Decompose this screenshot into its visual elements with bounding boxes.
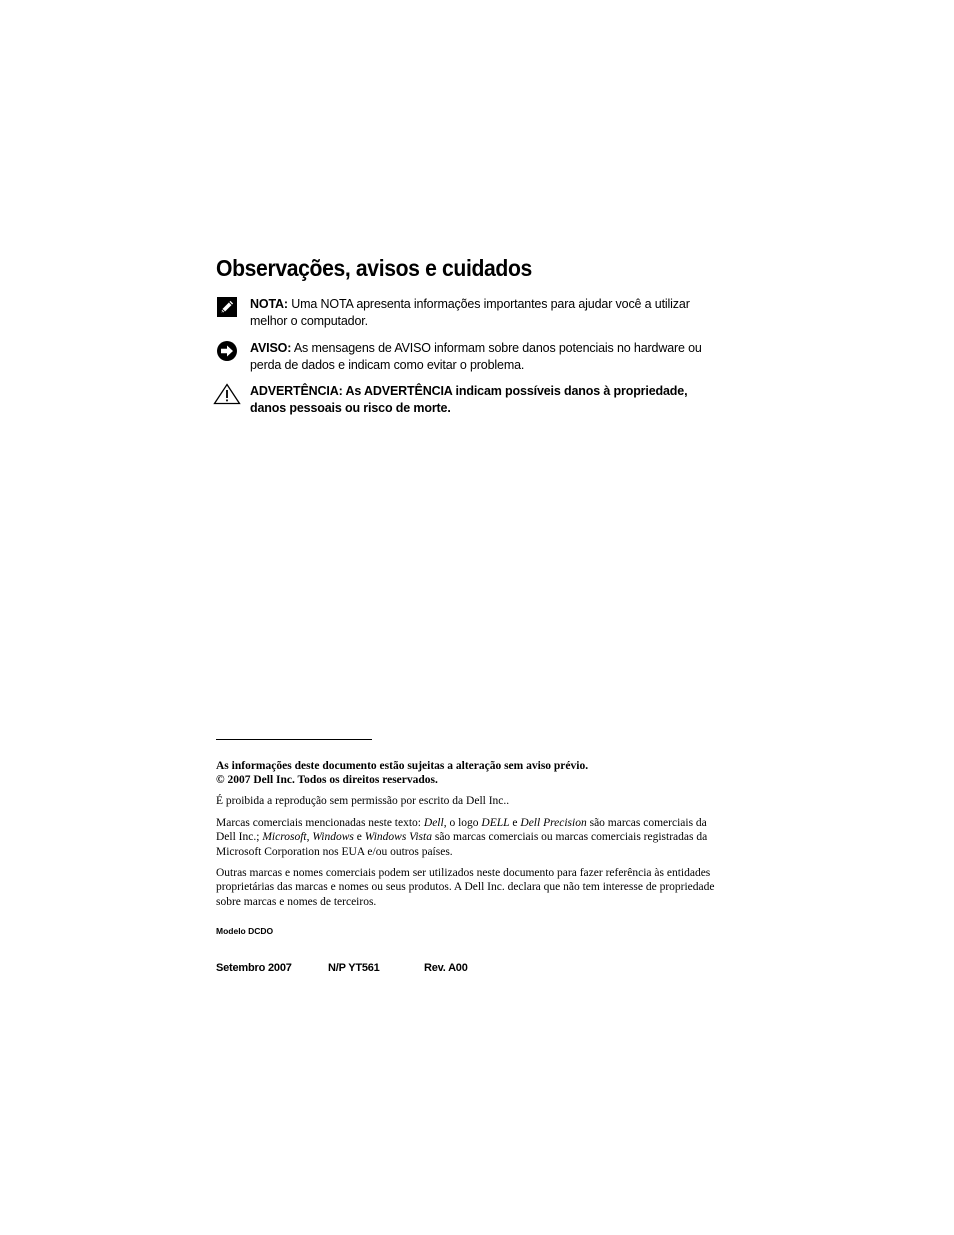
aviso-body: As mensagens de AVISO informam sobre danos potenciais no hardware ou perda de dados e indicam como evitar o problema.: [250, 341, 702, 372]
note-text: [250, 296, 716, 330]
trademark-dell: Dell: [423, 817, 444, 829]
model-number: Modelo DCDO: [216, 926, 274, 936]
footer-revision: Rev. A00: [424, 962, 468, 974]
pencil-note-icon: [216, 296, 240, 320]
trademark-microsoft: Microsoft: [262, 831, 307, 844]
other-trademarks-notice: Outras marcas e nomes comerciais podem ser utilizados neste documento para fazer referência às entidades proprietárias das marcas e nomes ou seus produtos. A Dell Inc. declara que não tem interesse de propriedade sobre marcas e nomes de terceiros.: [216, 867, 715, 908]
warning-notice: [216, 383, 716, 417]
reproduction-notice: É proibida a reprodução sem permissão por escrito da Dell Inc..: [216, 795, 510, 807]
warning-body: As ADVERTÊNCIA indicam possíveis danos à propriedade, danos pessoais ou risco de morte.: [250, 384, 688, 415]
warning-triangle-icon: [216, 383, 240, 407]
arrow-circle-icon: [216, 340, 240, 364]
footer-date: Setembro 2007: [216, 962, 292, 974]
trademark-dell-precision: Dell Precision: [520, 817, 587, 829]
footer-part-number: N/P YT561: [328, 962, 380, 974]
trademarks-text: e: [509, 817, 521, 829]
legal-notice-line1: As informações deste documento estão sujeitas a alteração sem aviso prévio.: [216, 760, 589, 772]
trademarks-text: são marcas comerciais da Dell Inc.;: [216, 817, 707, 844]
trademarks-text: e: [353, 831, 365, 844]
warning-text: [250, 383, 716, 417]
trademarks-text: , o logo: [443, 817, 482, 829]
trademark-dell-logo: DELL: [481, 817, 510, 829]
trademarks-text: são marcas comerciais ou marcas comerciais registradas da Microsoft Corporation nos EUA e/ou outros países.: [216, 831, 708, 858]
note-label: NOTA:: [250, 297, 288, 311]
trademark-windows-vista: Windows Vista: [364, 831, 432, 844]
copyright: © 2007 Dell Inc. Todos os direitos reservados.: [216, 774, 438, 787]
note-notice: [216, 296, 716, 330]
aviso-text: [250, 340, 716, 374]
trademark-windows: Windows: [312, 831, 354, 844]
note-body: Uma NOTA apresenta informações importantes para ajudar você a utilizar melhor o computador.: [250, 297, 690, 328]
aviso-label: AVISO:: [250, 341, 292, 355]
legal-notice: [216, 759, 716, 788]
aviso-notice: [216, 340, 716, 374]
trademarks-notice: [216, 816, 716, 859]
trademarks-text: ,: [306, 831, 313, 844]
trademarks-text: Marcas comerciais mencionadas neste texto:: [216, 817, 424, 829]
page-title: Observações, avisos e cuidados: [216, 255, 532, 281]
warning-label: ADVERTÊNCIA:: [250, 384, 343, 398]
divider: [216, 739, 372, 740]
